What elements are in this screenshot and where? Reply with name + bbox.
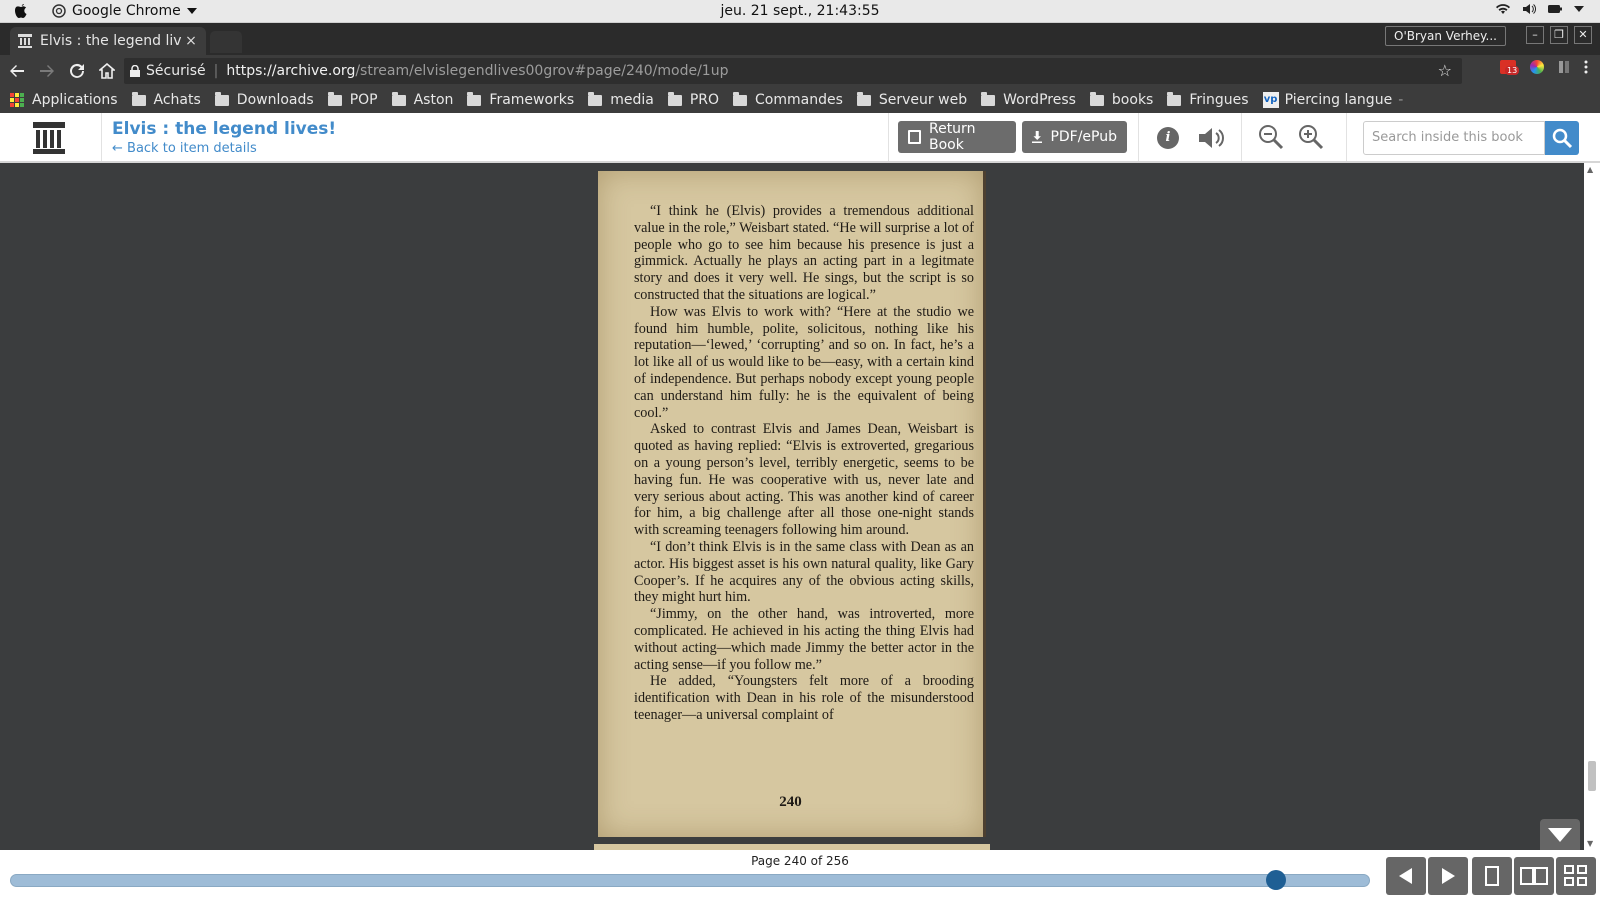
pdf-epub-button[interactable]: [1022, 121, 1127, 153]
bookmark-folder-commandes[interactable]: [733, 92, 843, 108]
back-to-item-link[interactable]: ← Back to item details: [112, 141, 257, 156]
zoom-in-icon[interactable]: [1297, 123, 1325, 151]
bookmark-label: Frameworks: [489, 92, 575, 108]
book-icon: [908, 130, 921, 144]
bookmark-label: Piercing langue: [1284, 92, 1393, 108]
folder-icon: [132, 95, 146, 106]
omnibox-divider: |: [213, 63, 219, 79]
bookmark-label: Achats: [153, 92, 201, 108]
next-page-button[interactable]: [1428, 857, 1468, 895]
os-menu-bar: [0, 0, 1600, 23]
one-page-icon: [1485, 866, 1499, 886]
header-divider: [888, 113, 889, 161]
search-inside-input[interactable]: Search inside this book: [1363, 121, 1545, 155]
bookmarks-overflow-icon[interactable]: -: [1398, 92, 1404, 108]
home-button[interactable]: [94, 58, 120, 84]
arrow-left-icon: [9, 63, 25, 79]
restore-button[interactable]: ❐: [1550, 26, 1568, 44]
gmail-unread-badge: 13: [1507, 66, 1518, 75]
extension-icon[interactable]: [1558, 60, 1570, 74]
folder-icon: [1090, 95, 1104, 106]
folder-icon: [1167, 95, 1181, 106]
url-host: https://archive.org: [226, 63, 356, 79]
url-path: /stream/elvislegendlives00grov#page/240/mode/1up: [355, 63, 729, 79]
bookreader-navbar: [0, 850, 1600, 900]
bookmark-label: Fringues: [1189, 92, 1249, 108]
wifi-icon[interactable]: [1496, 3, 1510, 15]
clock: jeu. 21 sept., 21:43:55: [720, 3, 880, 19]
vp-favicon-icon: vp: [1263, 92, 1279, 108]
book-page: [598, 171, 986, 837]
folder-icon: [392, 95, 406, 106]
tab-close-icon[interactable]: ×: [185, 33, 197, 49]
browser-tab[interactable]: [10, 27, 206, 55]
bookreader-header: [0, 113, 1600, 163]
two-page-icon-right: [1534, 867, 1548, 885]
bookmark-label: PRO: [689, 92, 720, 108]
page-number: 240: [779, 794, 802, 810]
header-divider: [1241, 113, 1242, 161]
extensions-area: [1500, 60, 1588, 74]
search-icon: [1545, 121, 1579, 155]
page-indicator-text: Page 240 of 256: [751, 854, 849, 868]
bookmarks-bar: [0, 87, 1600, 113]
lock-icon: [130, 65, 140, 77]
page-indicator: [0, 854, 1600, 868]
bookmark-folder-media[interactable]: [588, 92, 654, 108]
viewer-scrollbar[interactable]: [1584, 163, 1600, 850]
folder-icon: [328, 95, 342, 106]
bookmark-label: Aston: [413, 92, 454, 108]
page-text: [634, 203, 974, 724]
folder-icon: [668, 95, 682, 106]
bookmark-apps[interactable]: [10, 92, 118, 108]
reload-icon: [69, 63, 85, 79]
new-tab-button[interactable]: [210, 31, 242, 53]
tab-title: Elvis : the legend liv: [40, 33, 182, 49]
folder-icon: [215, 95, 229, 106]
page-paragraph: He added, “Youngsters felt more of a brooding identification with Dean in his role of the misunderstood teenager—a universal complaint of: [634, 673, 974, 723]
bookmark-label: Serveur web: [878, 92, 968, 108]
bookmark-label: Commandes: [755, 92, 843, 108]
bookmark-folder-fringues[interactable]: [1167, 92, 1248, 108]
thumbnail-icon-cell: [1577, 865, 1587, 874]
bookmark-folder-achats[interactable]: [132, 92, 201, 108]
profile-button[interactable]: O'Bryan Verhey...: [1385, 26, 1506, 46]
system-tray: [1496, 3, 1584, 15]
page-paragraph: “I don’t think Elvis is in the same class with Dean as an actor. His biggest asset is his own natural quality, like Gary Cooper’s. If he acquires any of the obvious acting skills, they might hurt him.: [634, 538, 974, 606]
internet-archive-logo-icon[interactable]: [33, 122, 65, 154]
toggle-navbar-button[interactable]: [1540, 819, 1580, 850]
forward-button[interactable]: [34, 58, 60, 84]
bookmark-label: Downloads: [236, 92, 314, 108]
thumbnail-icon: [1564, 865, 1574, 874]
info-icon[interactable]: i: [1157, 127, 1179, 149]
page-paragraph: “I think he (Elvis) provides a tremendous additional value in the role,” Weisbart stated. “He will surprise a lot of people who go to see him because his presence is just a gimmick. Actually he plays an acting part in a legitmate story and does it very well. He sings, but the script is so constructed that the situations are logical.”: [634, 203, 974, 303]
archive-favicon-icon: [18, 34, 32, 48]
tab-strip: [0, 23, 1600, 55]
folder-icon: [981, 95, 995, 106]
return-book-label: Return Book: [928, 121, 976, 153]
arrow-right-icon: [39, 63, 55, 79]
page-paragraph: “Jimmy, on the other hand, was introverted, more complicated. He achieved in his acting the thing Elvis had without acting—which made Jimmy the better actor in the acting sense—if you follow me.”: [634, 606, 974, 673]
bookmark-folder-wordpress[interactable]: [981, 92, 1076, 108]
bookmark-label: WordPress: [1003, 92, 1076, 108]
header-divider: [101, 113, 102, 161]
two-page-view-button[interactable]: [1514, 857, 1554, 895]
pdf-epub-label: PDF/ePub: [1050, 129, 1117, 145]
folder-icon: [588, 95, 602, 106]
previous-page-button[interactable]: [1386, 857, 1426, 895]
bookmark-folder-aston[interactable]: [392, 92, 454, 108]
bookmark-folder-books[interactable]: [1090, 92, 1153, 108]
page-paragraph: How was Elvis to work with? “Here at the studio we found him humble, polite, solicitous, nothing like his reputation—‘lewed,’ ‘corrupting’ and so on. In fact, he’s a lot like all of us would like to be—easy, with a certain kind of independence. But perhaps nobody except young people can understand him fully: he is the equivalent of being cool.”: [634, 303, 974, 421]
page-paragraph: Asked to contrast Elvis and James Dean, Weisbart is quoted as having replied: “Elvis is extroverted, gregarious on a young person’s level, terribly energetic, seems to be having fun. He was cooperative with us, never late and very serious about acting. This was another kind of career for him, a big challenge after all those one-night stands with screaming teenagers following him around.: [634, 421, 974, 539]
system-menu-caret-icon[interactable]: [1574, 6, 1584, 12]
bookmark-folder-downloads[interactable]: [215, 92, 314, 108]
thumbnail-view-button[interactable]: [1556, 857, 1596, 895]
bookmark-label: POP: [349, 92, 378, 108]
one-page-view-button[interactable]: [1472, 857, 1512, 895]
book-viewer: [0, 163, 1600, 850]
chrome-menu-kebab-icon[interactable]: [1584, 60, 1588, 74]
color-picker-extension-icon[interactable]: [1530, 60, 1544, 74]
secure-label: Sécurisé: [146, 63, 206, 79]
page-slider-track[interactable]: [10, 874, 1370, 887]
return-book-button[interactable]: [898, 121, 1016, 153]
scroll-up-icon[interactable]: ▲: [1587, 165, 1594, 174]
bookmark-folder-pop[interactable]: [328, 92, 378, 108]
volume-icon[interactable]: [1522, 3, 1536, 15]
app-name: Google Chrome: [72, 3, 181, 19]
bookmark-folder-pro[interactable]: [668, 92, 719, 108]
battery-icon[interactable]: [1548, 3, 1562, 15]
address-bar[interactable]: [124, 58, 1462, 84]
gmail-extension-icon[interactable]: [1500, 60, 1516, 74]
back-button[interactable]: [4, 58, 30, 84]
bookmark-label: media: [610, 92, 654, 108]
download-icon: [1032, 129, 1042, 145]
bookmark-label: Applications: [32, 92, 118, 108]
folder-icon: [857, 95, 871, 106]
folder-icon: [733, 95, 747, 106]
zoom-out-icon[interactable]: [1257, 123, 1285, 151]
bookmark-label: books: [1111, 92, 1154, 108]
home-icon: [99, 63, 115, 79]
book-title: Elvis : the legend lives!: [112, 119, 337, 139]
scrollbar-thumb[interactable]: [1588, 761, 1596, 791]
browser-toolbar: [0, 55, 1600, 87]
close-window-button[interactable]: ✕: [1574, 26, 1592, 44]
scroll-down-icon[interactable]: ▼: [1587, 839, 1594, 848]
thumbnail-icon-cell: [1564, 877, 1574, 886]
read-aloud-speaker-icon[interactable]: [1197, 125, 1227, 151]
search-button[interactable]: [1545, 121, 1579, 155]
page-slider-handle[interactable]: [1266, 870, 1286, 890]
minimize-button[interactable]: –: [1526, 26, 1544, 44]
bookmark-folder-frameworks[interactable]: [467, 92, 574, 108]
bookmark-folder-serveur-web[interactable]: [857, 92, 967, 108]
two-page-icon: [1520, 867, 1534, 885]
folder-icon: [467, 95, 481, 106]
header-divider: [1346, 113, 1347, 161]
apps-grid-icon: [10, 93, 24, 107]
header-divider: [1138, 113, 1139, 161]
bookmark-star-icon[interactable]: ☆: [1437, 61, 1452, 80]
bookmark-piercing-langue[interactable]: [1263, 92, 1404, 108]
reload-button[interactable]: [64, 58, 90, 84]
thumbnail-icon-cell: [1577, 877, 1587, 886]
